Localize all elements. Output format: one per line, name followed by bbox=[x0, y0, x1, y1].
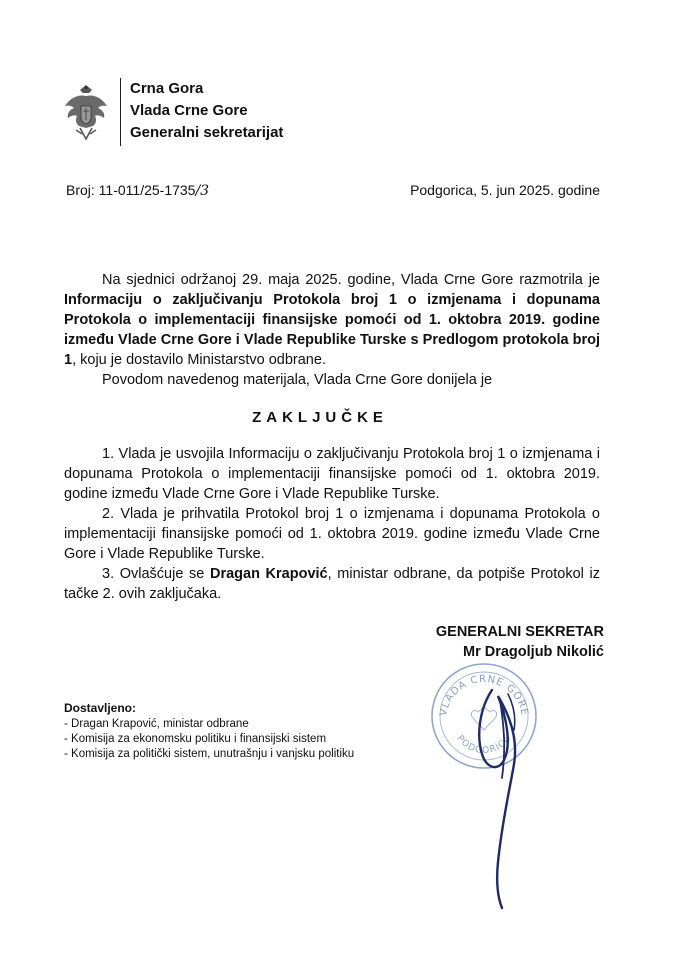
country-name: Crna Gora bbox=[130, 80, 204, 97]
reference-number-text: Broj: 11-011/25-1735 bbox=[66, 182, 196, 198]
distribution-item: - Dragan Krapović, ministar odbrane bbox=[64, 718, 249, 730]
distribution-title: Dostavljeno: bbox=[64, 701, 137, 715]
letterhead-divider bbox=[120, 78, 121, 146]
intro-text-b: , koju je dostavilo Ministarstvo odbrane. bbox=[72, 352, 326, 368]
distribution-item: - Komisija za ekonomsku politiku i finansijski sistem bbox=[64, 733, 327, 745]
svg-text:PODGORICA: PODGORICA bbox=[454, 733, 514, 757]
distribution-item: - Komisija za politički sistem, unutrašnju i vanjsku politiku bbox=[64, 748, 355, 760]
signatory-title: GENERALNI SEKRETAR bbox=[435, 624, 604, 640]
reference-number bbox=[66, 182, 209, 199]
handwritten-signature bbox=[462, 686, 532, 911]
reference-handwritten-suffix: /3 bbox=[195, 183, 210, 199]
intro-paragraph bbox=[64, 270, 600, 370]
conclusion-1: 1. Vlada je usvojila Informaciju o zaključivanju Protokola broj 1 o izmjenama i dopunama Protokola o implementaciji finansijske pomoći od 1. oktobra 2019. godine između Vlade Crne Gore i Vlade Republike Turske. bbox=[64, 446, 600, 502]
conclusion-3 bbox=[64, 564, 600, 604]
office-name: Generalni sekretarijat bbox=[130, 124, 284, 141]
document-body bbox=[64, 270, 600, 604]
conclusion-3-bold-name: Dragan Krapović bbox=[209, 566, 328, 582]
conclusion-3-text-b: , ministar odbrane, da potpiše Protokol iz tačke 2. ovih zaključaka. bbox=[64, 566, 600, 602]
conclusion-3-text-a: 3. Ovlašćuje se bbox=[102, 566, 210, 582]
intro-text-a: Na sjednici održanoj 29. maja 2025. godine, Vlada Crne Gore razmotrila je bbox=[102, 272, 600, 288]
signatory-name: Mr Dragoljub Nikolić bbox=[463, 644, 604, 660]
intro-bold-subject: Informaciju o zaključivanju Protokola broj 1 o izmjenama i dopunama Protokola o implementaciji finansijske pomoći od 1. oktobra 2019. godine između Vlade Crne Gore i Vlade Republike Turske s Predlogom protokola broj 1 bbox=[64, 292, 600, 368]
intro-paragraph-2: Povodom navedenog materijala, Vlada Crne Gore donijela je bbox=[102, 372, 493, 388]
government-name: Vlada Crne Gore bbox=[130, 102, 248, 119]
coat-of-arms-icon bbox=[62, 84, 110, 142]
letterhead-text bbox=[130, 78, 320, 144]
signatory-block bbox=[404, 622, 604, 662]
svg-text:VLADA CRNE GORE: VLADA CRNE GORE bbox=[438, 673, 530, 717]
document-date: Podgorica, 5. jun 2025. godine bbox=[410, 182, 600, 198]
conclusions-heading: ZAKLJUČKE bbox=[252, 409, 388, 426]
distribution-list bbox=[64, 701, 354, 762]
conclusion-2: 2. Vlada je prihvatila Protokol broj 1 o izmjenama i dopunama Protokola o implementaciji finansijske pomoći od 1. oktobra 2019. godine između Vlade Crne Gore i Vlade Republike Turske. bbox=[64, 506, 600, 562]
